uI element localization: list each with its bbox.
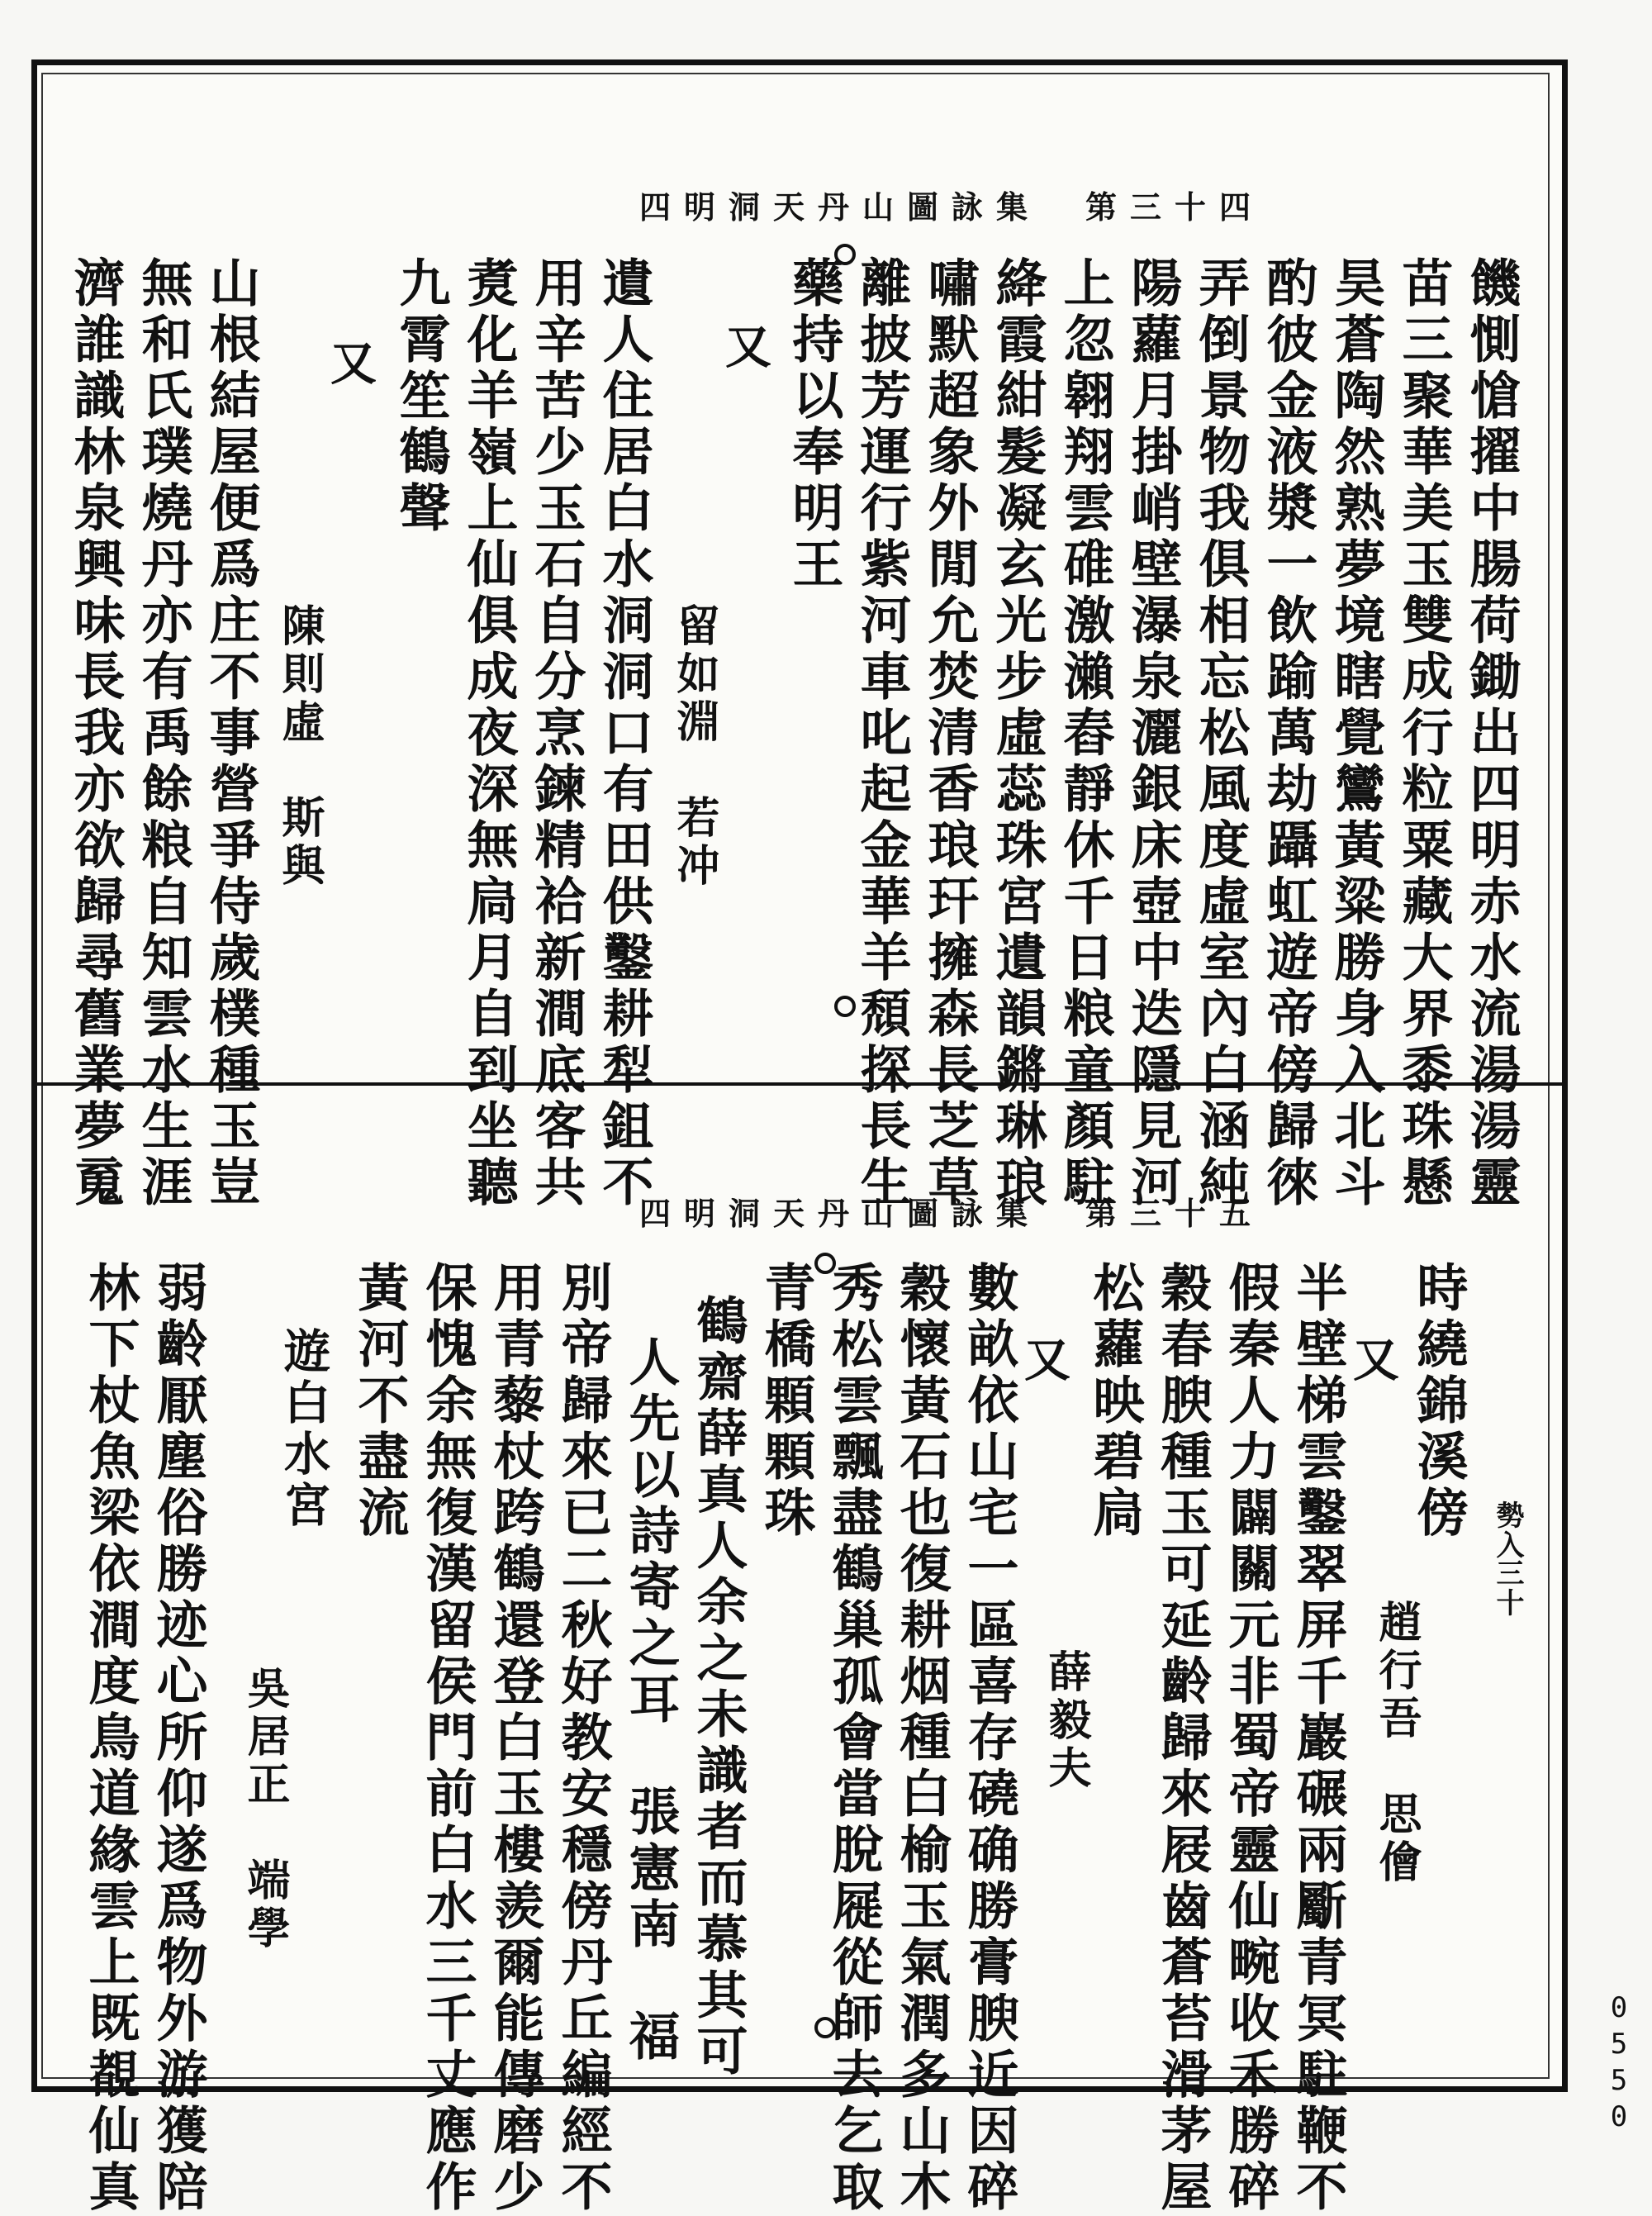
- bottom-col-1: 時繞錦溪傍: [1408, 1261, 1469, 1542]
- top-col-6: 陽蘿月掛峭壁瀑泉灑銀床壺中迭隱見河: [1123, 256, 1183, 1211]
- circle-mark: [814, 2017, 836, 2038]
- top-col-4: 酌彼金液漿一飲踰萬劫躡虹遊帝傍歸徠: [1258, 256, 1318, 1211]
- bottom-col-4: 半壁梯雲鑿翠屏千巖碾兩斸青冥駐鞭不: [1288, 1261, 1348, 2216]
- bottom-col-10: 數畝依山宅一區喜存磽确勝膏腴近因碎: [959, 1261, 1019, 2216]
- top-page: [41, 74, 1550, 1211]
- page-number: 0550: [1602, 1991, 1635, 2137]
- top-col-5: 弄倒景物我俱相忘松風度虛室內白涵純: [1190, 256, 1251, 1211]
- top-col-7: 上忽翱翔雲碓激瀨舂靜休千日粮童顏駐: [1055, 256, 1115, 1211]
- top-col-2: 苗三聚華美玉雙成行粒粟藏大界黍珠懸: [1393, 256, 1454, 1211]
- bottom-col-5: 假秦人力闢關元非蜀帝靈仙畹收禾勝碎: [1220, 1261, 1280, 2216]
- top-col-12: 又: [718, 322, 772, 373]
- bottom-col-19: 黃河不盡流: [349, 1261, 410, 1542]
- bottom-col-16: 別帝歸來已二秋好教安穩傍丹丘編經不: [553, 1261, 613, 2216]
- top-page-header: 四明洞天丹山圖詠集 第三十四: [638, 188, 1264, 226]
- circle-mark: [814, 1253, 836, 1274]
- bottom-col-15: 人先以詩寄之耳 張憲南 福: [620, 1335, 681, 2066]
- top-col-18: 又: [323, 339, 377, 390]
- top-col-21: 無和氏璞燒丹亦有禹餘粮自知雲水生涯: [133, 256, 193, 1211]
- bottom-col-7: 松蘿映碧扃: [1085, 1261, 1145, 1542]
- bottom-col-9: 薛毅夫: [1041, 1649, 1091, 1793]
- circle-mark: [834, 244, 856, 265]
- bottom-col-18: 保愧余無復漢留侯門前白水三千丈應作: [417, 1261, 477, 2216]
- top-col-13: 留如淵 若冲: [669, 603, 719, 891]
- bottom-col-6: 穀春腴種玉可延齡歸來屐齒蒼苔滑茅屋: [1152, 1261, 1213, 2216]
- circle-mark: [834, 996, 856, 1017]
- bottom-col-8: 又: [1017, 1335, 1071, 1386]
- bottom-col-12: 秀松雲飄盡鶴巢孤會當脫屣從師去乞取: [824, 1261, 884, 2216]
- bottom-col-17: 用青藜杖跨鶴還登白玉樓羨爾能傳磨少: [485, 1261, 545, 2216]
- top-col-1: 饑惻愴擢中腸荷鋤出四明赤水流湯湯靈: [1461, 256, 1521, 1211]
- side-mark-top: 勢入: [1491, 1500, 1524, 1560]
- top-col-20: 山根結屋便爲庄不事營爭侍歲樸種玉豈: [201, 256, 261, 1211]
- bottom-page: [41, 1087, 1550, 2216]
- bottom-col-14: 鶴齋薛真人余之未識者而慕其可: [688, 1294, 748, 2080]
- top-col-19: 陳則虛 斯與: [274, 603, 325, 891]
- bottom-col-23: 林下杖魚梁依澗度鳥道緣雲上既覩仙真: [80, 1261, 140, 2216]
- top-col-9: 嘯默超象外閒允焚清香琅玕擁森長芝草: [919, 256, 980, 1211]
- bottom-col-13: 青橋顆顆珠: [756, 1261, 816, 1542]
- bottom-col-3: 趙行吾 思儈: [1371, 1600, 1422, 1887]
- side-mark-middle: 三十: [1491, 1558, 1524, 1618]
- top-col-3: 昊蒼陶然熟夢境瞎覺鸞黃粱勝身入北斗: [1326, 256, 1386, 1211]
- top-col-22: 濟誰識林泉興味長我亦欲歸尋舊業夢䰟: [65, 256, 126, 1211]
- bottom-col-20: 遊白水宮: [277, 1327, 331, 1532]
- top-col-17: 九霄笙鶴聲: [391, 256, 451, 537]
- top-col-8: 絳霞紺髮凝玄光步虛蕊珠宮遺韻鏘琳琅: [987, 256, 1047, 1211]
- bottom-col-11: 穀懷黃石也復耕烟種白榆玉氣潤多山木: [891, 1261, 952, 2216]
- bottom-page-header: 四明洞天丹山圖詠集 第三十五: [638, 1195, 1264, 1232]
- top-col-11: 藥持以奉明王: [784, 256, 844, 593]
- bottom-col-21: 吳居正 端學: [240, 1666, 290, 1953]
- bottom-col-2: 又: [1346, 1335, 1400, 1386]
- top-col-16: 煑化羊嶺上仙俱成夜深無扃月自到坐聽: [458, 256, 519, 1211]
- top-col-14: 遺人住居白水洞洞口有田供鑿耕犁鉏不: [594, 256, 654, 1211]
- top-col-15: 用辛苦少玉石自分烹鍊精袷新澗底客共: [526, 256, 586, 1211]
- top-col-10: 離披芳運行紫河車叱起金華羊頹探長生: [852, 256, 912, 1211]
- bottom-col-22: 弱齡厭塵俗勝迹心所仰遂爲物外游獲陪: [148, 1261, 208, 2216]
